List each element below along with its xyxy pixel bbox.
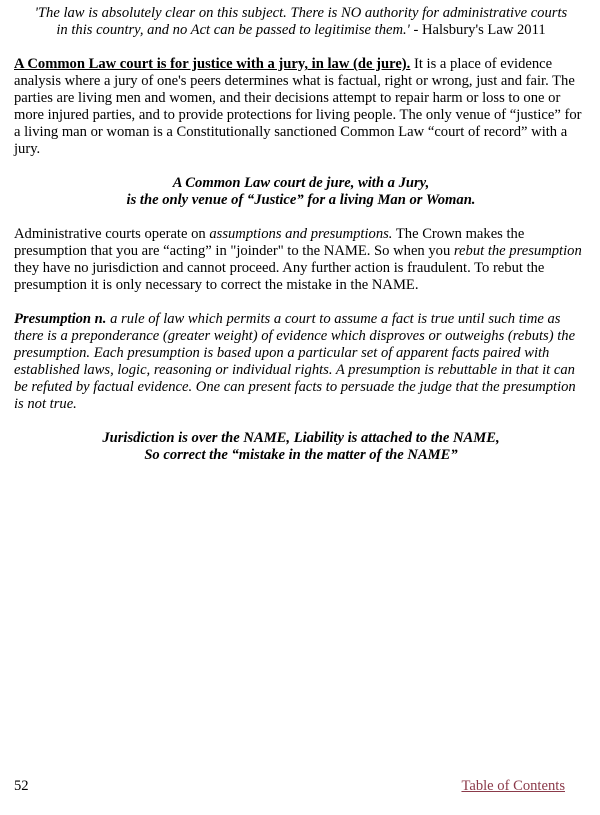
quote-attribution: - Halsbury's Law 2011	[409, 22, 546, 38]
quote-line-2: in this country, and no Act can be passed to legitimise them.'	[56, 22, 410, 38]
common-law-paragraph	[14, 56, 588, 158]
admin-text-5: they have no jurisdiction and cannot proceed. Any further action is fraudulent. To rebut the presumption it is only necessary to correct the mistake in the NAME.	[14, 260, 545, 293]
common-law-body: It is a place of evidence analysis where a jury of one's peers determines what is factual, right or wrong, just and fair. The parties are living men and women, and their decisions attempt to repair harm or loss to one or more injured parties, and to provide protections for living people. The only venue of “justice” for a living man or woman is a Constitutionally sanctioned Common Law “court of record” with a jury.	[14, 56, 582, 157]
halsbury-quote	[14, 5, 588, 39]
callout-jurisdiction	[14, 430, 588, 464]
administrative-courts-paragraph	[14, 226, 588, 294]
presumption-text: a rule of law which permits a court to assume a fact is true until such time as there is a preponderance (greater weight) of evidence which disproves or outweighs (rebuts) the presumption. Each presumption is based upon a particular set of apparent facts paired with established laws, logic, reasoning or individual rights. A presumption is rebuttable in that it can be refuted by factual evidence. One can present facts to persuade the judge that the presumption is not true.	[14, 311, 576, 412]
admin-text-1: Administrative courts operate on	[14, 226, 210, 242]
callout-2-line-1: Jurisdiction is over the NAME, Liability is attached to the NAME,	[102, 430, 500, 446]
admin-text-3: The Crown makes the presumption that you are “acting” in "joinder" to the NAME. So when you	[14, 226, 525, 259]
callout-2-line-2: So correct the “mistake in the matter of the NAME”	[144, 447, 458, 463]
callout-1-line-1: A Common Law court de jure, with a Jury,	[172, 175, 430, 191]
callout-1-line-2: is the only venue of “Justice” for a living Man or Woman.	[126, 192, 476, 208]
quote-line-1: 'The law is absolutely clear on this subject. There is NO authority for administrative courts	[34, 5, 568, 21]
page-footer	[14, 778, 565, 798]
common-law-heading: A Common Law court is for justice with a jury, in law (de jure).	[14, 56, 411, 72]
table-of-contents-link[interactable]: Table of Contents	[461, 778, 565, 794]
admin-text-2: assumptions and presumptions.	[209, 226, 393, 242]
callout-common-law	[14, 175, 588, 209]
page-body	[14, 5, 588, 464]
presumption-definition	[14, 311, 588, 413]
admin-text-4: rebut the presumption	[453, 243, 582, 259]
page-number: 52	[14, 778, 29, 794]
presumption-term: Presumption n.	[14, 311, 107, 327]
